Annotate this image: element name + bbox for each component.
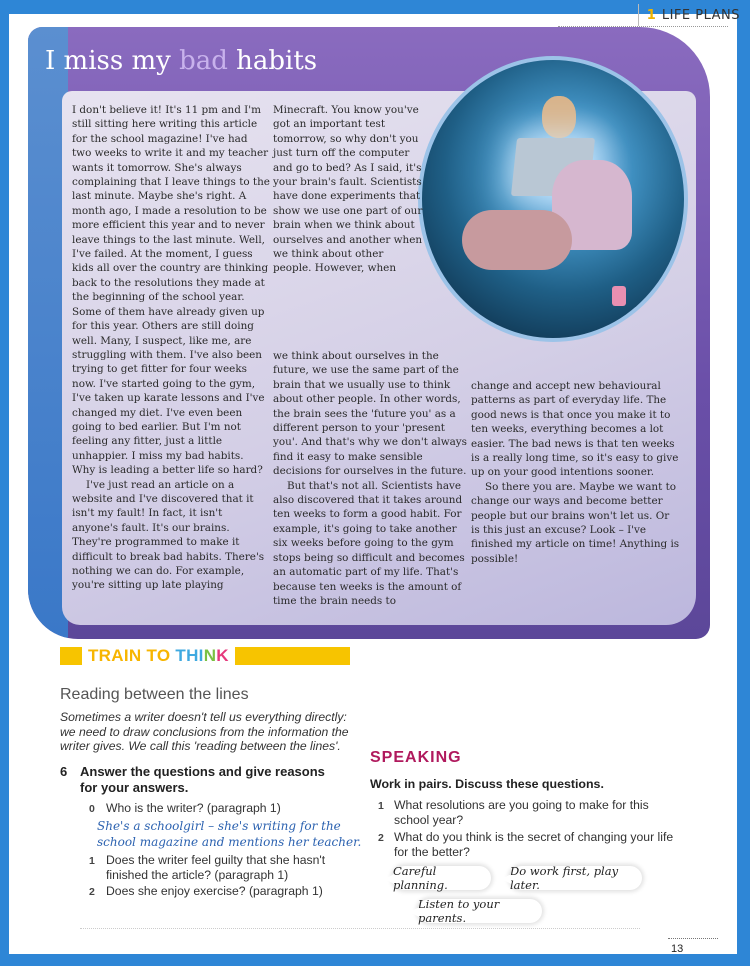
article-title: I miss my bad habits [45, 46, 318, 76]
article-paragraph: change and accept new behavioural patterns as part of everyday life. The good news is that once you make it to ten weeks, everything becomes a lot easier. The bad news is that ten weeks is a really long time, so it's easy to give up on your good intentions sooner. [471, 380, 679, 479]
phone-shape [612, 286, 626, 306]
footer-divider [80, 928, 640, 929]
speaking-heading: SPEAKING [370, 749, 462, 766]
exercise-instruction: Answer the questions and give reasons for your answers. [80, 764, 325, 795]
article-column-2 [273, 349, 469, 608]
section-subtitle: Reading between the lines [60, 686, 249, 703]
article-paragraph: I don't believe it! It's 11 pm and I'm still sitting here writing this article for the school magazine! I've had two weeks to write it and my teacher wants it tomorrow. She's always complaining that I leave things to the last minute. Maybe she's right. A month ago, I made a resolution to be more efficient this year and to never leave things to the last minute. Well, I've failed. At the moment, I guess kids all over the country are thinking back to the resolutions they made at the beginning of the school year. Some of them have already given up for this year. Others are still doing well. Many, I suspect, like me, are struggling with them. I've also been trying to get fitter for four weeks now. I've started going to the gym, I've taken up karate lessons and I've changed my diet. I've even been going to bed earlier. But I'm not feeling any fitter, just a little unhappier. I miss my bad habits. Why is leading a better life so hard? [72, 104, 270, 477]
example-answer: She's a schoolgirl – she's writing for the school magazine and mentions her teacher. [97, 819, 362, 849]
chapter-title: LIFE PLANS [661, 7, 740, 23]
girl-head-shape [542, 96, 576, 138]
page-number: 13 [671, 943, 684, 955]
page-header [638, 4, 740, 26]
article-paragraph: But that's not all. Scientists have also discovered that it takes around ten weeks to form a good habit. For example, it's going to take another six weeks before going to the gym stops being so difficult and becomes an automatic part of my life. That's because ten weeks is the amount of time the brain needs to [273, 479, 465, 607]
speaking-instruction: Work in pairs. Discuss these questions. [370, 777, 604, 791]
article-column-3 [471, 379, 681, 566]
girl-legs-shape [462, 210, 572, 270]
question-text: Does the writer feel guilty that she hasn't finished the article? (paragraph 1) [106, 853, 326, 882]
exercise-number: 6 [60, 764, 68, 779]
speaking-question: What do you think is the secret of changing your life for the better? [394, 830, 674, 859]
article-column-2-wrap [273, 103, 423, 276]
page-number-rule [668, 938, 718, 939]
question-number: 1 [378, 800, 384, 812]
question-text: Who is the writer? (paragraph 1) [106, 801, 281, 815]
train-to-think-label: TRAIN TO THINK [82, 647, 235, 665]
article-paragraph: So there you are. Maybe we want to change our ways and become better people but our brains won't let us. Or is this just an excuse? Look – I've finished my article on time! Anything is possible! [471, 480, 680, 565]
section-intro: Sometimes a writer doesn't tell us everything directly: we need to draw conclusions from the information the writer gives. We call this 'reading between the lines'. [60, 710, 349, 754]
article-paragraph: we think about ourselves in the future, we use the same part of the brain that we usually use to think about other people. In other words, the brain sees the 'future you' as a different person to your 'present you'. And that's why we don't always find it easy to make sensible decisions for ourselves in the future. [273, 350, 468, 478]
article-column-1 [72, 103, 270, 593]
article-paragraph: I've just read an article on a website and I've discovered that it isn't my fault! In fact, it isn't anyone's fault. It's our brains. They're programmed to make it difficult to break bad habits. There's nothing we can do. For example, you're sitting up late playing [72, 478, 265, 592]
article-paragraph: Minecraft. You know you've got an important test tomorrow, so why don't you just turn off the computer and go to bed? As I said, it's your brain's fault. Scientists have done experiments that show we use one part of our brain when we think about ourselves and another when we think about other people. However, when [273, 104, 423, 275]
speech-bubble: Careful planning. [393, 866, 491, 890]
speech-bubble: Do work first, play later. [510, 866, 642, 890]
article-photo [418, 56, 688, 342]
question-number: 0 [89, 803, 95, 815]
question-text: Does she enjoy exercise? (paragraph 1) [106, 884, 323, 898]
title-highlight: bad [179, 46, 228, 76]
speech-bubble: Listen to your parents. [418, 899, 542, 923]
question-number: 1 [89, 855, 95, 867]
question-number: 2 [378, 832, 384, 844]
chapter-number: 1 [646, 7, 656, 23]
speaking-question: What resolutions are you going to make for this school year? [394, 798, 649, 827]
question-number: 2 [89, 886, 95, 898]
